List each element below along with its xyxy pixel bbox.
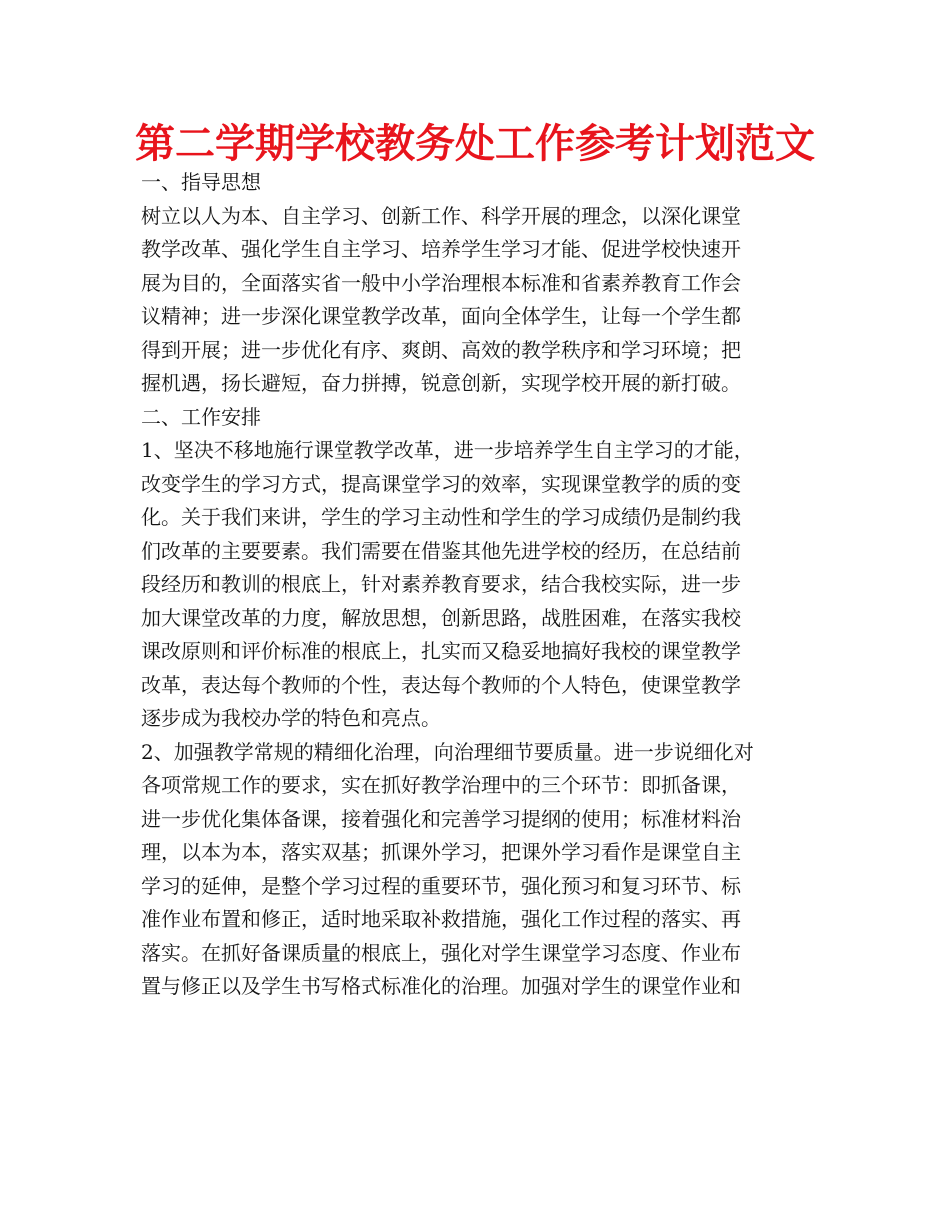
- paragraph-line: 树立以人为本、自主学习、创新工作、科学开展的理念，以深化课堂: [141, 203, 741, 228]
- document-body: [141, 166, 821, 1004]
- paragraph-line: 1、坚决不移地施行课堂教学改革，进一步培养学生自主学习的才能，: [141, 438, 754, 462]
- section-heading-work-arrangement: 二、工作安排: [141, 404, 261, 429]
- paragraph-line: 握机遇，扬长避短，奋力拼搏，锐意创新，实现学校开展的新打破。: [141, 371, 741, 395]
- paragraph-line: 各项常规工作的要求，实在抓好教学治理中的三个环节：即抓备课，: [141, 773, 741, 797]
- paragraph-line: 2、加强教学常规的精细化治理，向治理细节要质量。进一步说细化对: [141, 739, 754, 764]
- paragraph-line: 学习的延伸，是整个学习过程的重要环节，强化预习和复习环节、标: [141, 873, 741, 898]
- paragraph-line: 改变学生的学习方式，提高课堂学习的效率，实现课堂教学的质的变: [141, 471, 741, 496]
- paragraph-line: 逐步成为我校办学的特色和亮点。: [141, 706, 441, 730]
- section-heading-guiding-ideology: 一、指导思想: [141, 170, 261, 194]
- paragraph-line: 段经历和教训的根底上，针对素养教育要求，结合我校实际，进一步: [141, 572, 741, 596]
- paragraph-line: 加大课堂改革的力度，解放思想，创新思路，战胜困难，在落实我校: [141, 605, 741, 630]
- paragraph-line: 改革，表达每个教师的个性，表达每个教师的个人特色，使课堂教学: [141, 672, 741, 697]
- paragraph-line: 教学改革、强化学生自主学习、培养学生学习才能、促进学校快速开: [141, 237, 741, 261]
- paragraph-line: 课改原则和评价标准的根底上，扎实而又稳妥地搞好我校的课堂教学: [141, 639, 741, 663]
- paragraph-line: 化。关于我们来讲，学生的学习主动性和学生的学习成绩仍是制约我: [141, 505, 741, 529]
- document-title: 第二学期学校教务处工作参考计划范文: [135, 121, 815, 167]
- paragraph-line: 落实。在抓好备课质量的根底上，强化对学生课堂学习态度、作业布: [141, 940, 741, 965]
- paragraph-line: 置与修正以及学生书写格式标准化的治理。加强对学生的课堂作业和: [141, 974, 741, 998]
- paragraph-line: 理，以本为本，落实双基；抓课外学习，把课外学习看作是课堂自主: [141, 840, 741, 864]
- paragraph-line: 们改革的主要要素。我们需要在借鉴其他先进学校的经历，在总结前: [141, 538, 741, 563]
- paragraph-line: 准作业布置和修正，适时地采取补救措施，强化工作过程的落实、再: [141, 907, 741, 931]
- paragraph-line: 议精神；进一步深化课堂教学改革，面向全体学生，让每一个学生都: [141, 304, 741, 328]
- paragraph-line: 展为目的，全面落实省一般中小学治理根本标准和省素养教育工作会: [141, 270, 741, 295]
- paragraph-line: 进一步优化集体备课，接着强化和完善学习提纲的使用；标准材料治: [141, 806, 741, 831]
- paragraph-line: 得到开展；进一步优化有序、爽朗、高效的教学秩序和学习环境；把: [141, 337, 741, 362]
